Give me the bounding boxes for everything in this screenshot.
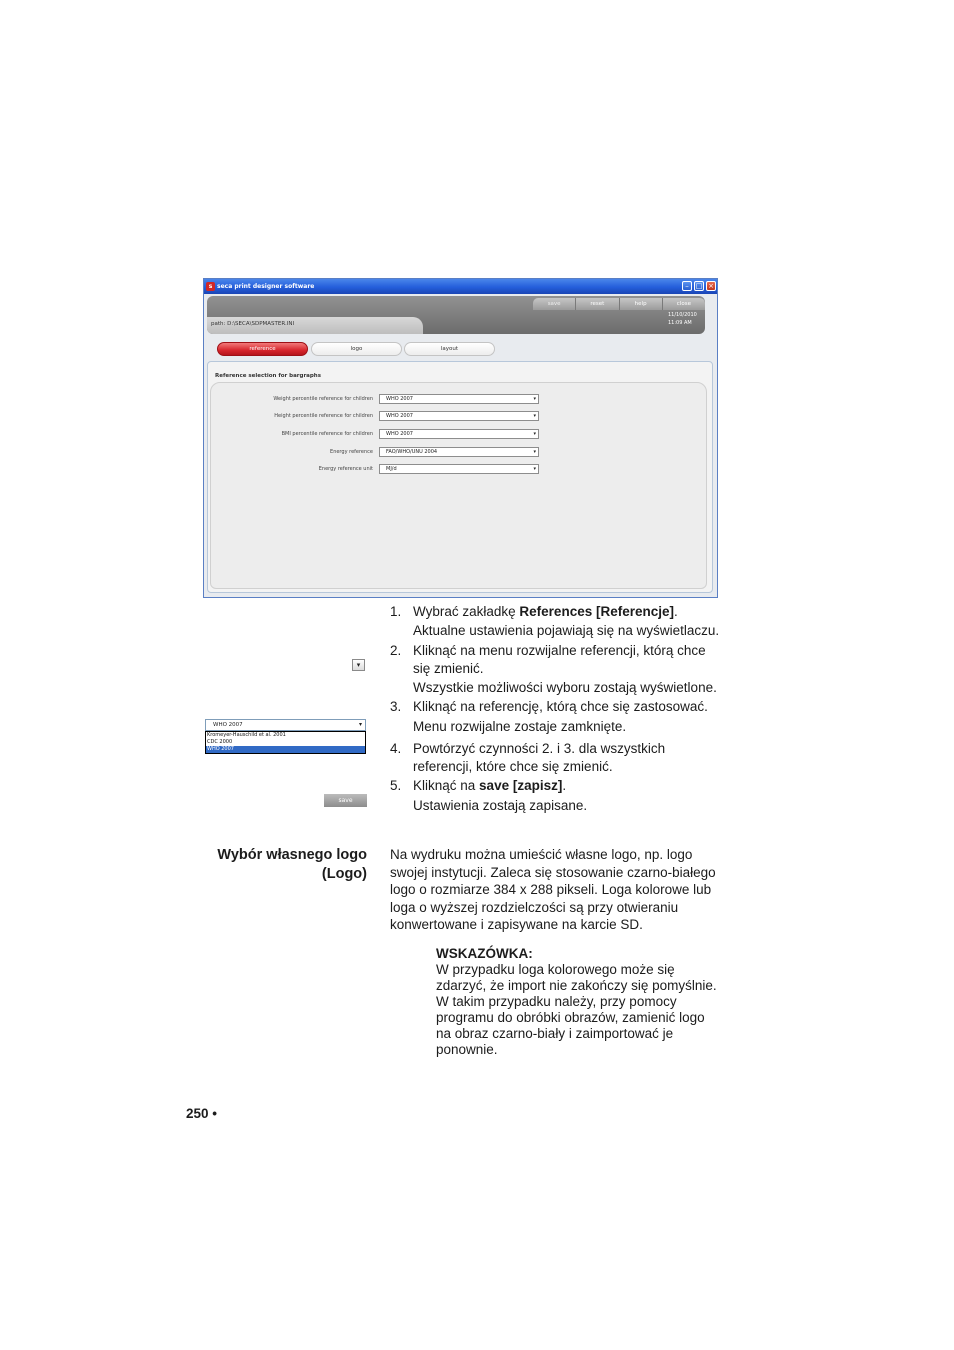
- chevron-down-icon: ▾: [533, 466, 536, 472]
- paragraph-line: konwertowane i zapisywane na karcie SD.: [390, 917, 643, 932]
- step-text-bold: References [Referencje]: [519, 604, 674, 619]
- select-value: WHO 2007: [386, 431, 413, 437]
- file-path: path: D:\SECA\SDPMASTER.INI: [211, 321, 295, 327]
- toolbar: [533, 298, 705, 310]
- toolbar-close-button[interactable]: close: [662, 298, 705, 310]
- step-text: [413, 777, 566, 795]
- software-screenshot: [203, 278, 718, 598]
- energy-unit-select[interactable]: [379, 464, 539, 474]
- step-text-post: .: [674, 604, 678, 619]
- expanded-dropdown[interactable]: [205, 719, 366, 754]
- dropdown-selected-value: WHO 2007: [213, 722, 243, 728]
- select-value: MJ/d: [386, 466, 397, 472]
- dropdown-arrow-button[interactable]: [352, 659, 365, 671]
- note-line: programu do obróbki obrazów, zamienić logo: [436, 1010, 705, 1025]
- step-number: 5.: [390, 778, 402, 793]
- tab-logo[interactable]: logo: [311, 342, 402, 356]
- toolbar-save-button[interactable]: save: [533, 298, 575, 310]
- note-line: W przypadku loga kolorowego może się: [436, 962, 675, 977]
- step-number: 4.: [390, 741, 402, 756]
- select-value: WHO 2007: [386, 396, 413, 402]
- energy-reference-select[interactable]: [379, 447, 539, 457]
- chevron-down-icon: ▾: [356, 661, 361, 669]
- tab-layout[interactable]: layout: [404, 342, 495, 356]
- row-label: Energy reference: [330, 449, 373, 455]
- note-line: zdarzyć, że import nie zakończy się pomyślnie.: [436, 978, 717, 993]
- chevron-down-icon: ▾: [533, 449, 536, 455]
- window-titlebar: [204, 279, 717, 294]
- select-value: WHO 2007: [386, 413, 413, 419]
- step-text-line: Powtórzyć czynności 2. i 3. dla wszystkich: [413, 741, 666, 756]
- section-paragraph: [390, 846, 716, 934]
- chevron-down-icon: ▾: [533, 413, 536, 419]
- toolbar-reset-button[interactable]: reset: [575, 298, 618, 310]
- step-text-bold: save [zapisz]: [479, 778, 563, 793]
- chevron-down-icon: ▾: [533, 396, 536, 402]
- dropdown-option[interactable]: Kromeyer-Hauschild et al. 2001: [207, 732, 286, 738]
- note-line: na obraz czarno-biały i zaimportować je: [436, 1026, 674, 1041]
- date-readout: 11/10/2010: [668, 312, 697, 318]
- save-button[interactable]: save: [324, 794, 367, 807]
- weight-reference-select[interactable]: [379, 394, 539, 404]
- step-result: Menu rozwijalne zostaje zamknięte.: [413, 719, 627, 734]
- paragraph-line: logo o rozmiarze 384 x 288 pikseli. Loga kolorowe lub: [390, 882, 712, 897]
- maximize-icon[interactable]: □: [695, 282, 703, 290]
- step-number: 1.: [390, 604, 402, 619]
- toolbar-help-button[interactable]: help: [619, 298, 662, 310]
- bmi-reference-select[interactable]: [379, 429, 539, 439]
- path-strip: [207, 317, 423, 334]
- dropdown-options: [205, 731, 366, 754]
- step-number: 3.: [390, 699, 402, 714]
- paragraph-line: swojej instytucji. Zaleca się stosowanie czarno-białego: [390, 864, 716, 880]
- row-label: Height percentile reference for children: [274, 413, 373, 419]
- note-line: W takim przypadku należy, przy pomocy: [436, 994, 677, 1009]
- section-heading-sub: (Logo): [321, 866, 367, 882]
- chevron-down-icon: ▾: [533, 431, 536, 437]
- seca-app-icon: s: [206, 282, 215, 291]
- close-icon[interactable]: ×: [706, 281, 716, 291]
- window-title: seca print designer software: [217, 283, 315, 290]
- step-text-line: Kliknąć na menu rozwijalne referencji, którą chce: [413, 643, 706, 658]
- step-number: 2.: [390, 643, 402, 658]
- step-text-line: Kliknąć na referencję, którą chce się zastosować.: [413, 699, 708, 714]
- select-value: FAO/WHO/UNU 2004: [386, 449, 438, 455]
- minimize-icon[interactable]: –: [682, 281, 692, 291]
- app-header: [207, 296, 705, 334]
- paragraph-line: Na wydruku można umieścić własne logo, np. logo: [390, 847, 693, 862]
- note-text: [436, 962, 717, 1058]
- time-readout: 11:09 AM: [668, 320, 692, 326]
- row-label: BMI percentile reference for children: [281, 431, 373, 437]
- dropdown-option[interactable]: CDC 2000: [207, 739, 233, 745]
- tab-reference[interactable]: reference: [217, 342, 308, 356]
- step-result: Wszystkie możliwości wyboru zostają wyświetlone.: [413, 680, 717, 695]
- section-heading: Wybór własnego logo: [217, 847, 367, 863]
- step-text-pre: Kliknąć na: [413, 778, 480, 793]
- section-title: Reference selection for bargraphs: [215, 373, 322, 379]
- reference-panel: [207, 361, 713, 593]
- step-text-line: referencji, które chce się zmienić.: [413, 759, 613, 774]
- note-line: ponownie.: [436, 1042, 498, 1057]
- note-title: WSKAZÓWKA:: [436, 946, 533, 961]
- dropdown-option[interactable]: WHO 2007: [206, 746, 365, 753]
- step-text: [413, 603, 678, 621]
- height-reference-select[interactable]: [379, 411, 539, 421]
- row-label: Weight percentile reference for children: [273, 396, 373, 402]
- step-result: Aktualne ustawienia pojawiają się na wyświetlaczu.: [413, 623, 720, 638]
- dropdown-selected[interactable]: [205, 719, 366, 731]
- step-text-pre: Wybrać zakładkę: [413, 604, 520, 619]
- row-label: Energy reference unit: [318, 466, 373, 472]
- step-result: Ustawienia zostają zapisane.: [413, 798, 588, 813]
- paragraph-line: loga o wyższej rozdzielczości są przy otwieraniu: [390, 899, 679, 915]
- step-text-post: .: [562, 778, 567, 793]
- step-text-line: się zmienić.: [413, 661, 484, 676]
- page-number: 250 •: [186, 1106, 218, 1121]
- chevron-down-icon: ▾: [358, 721, 362, 728]
